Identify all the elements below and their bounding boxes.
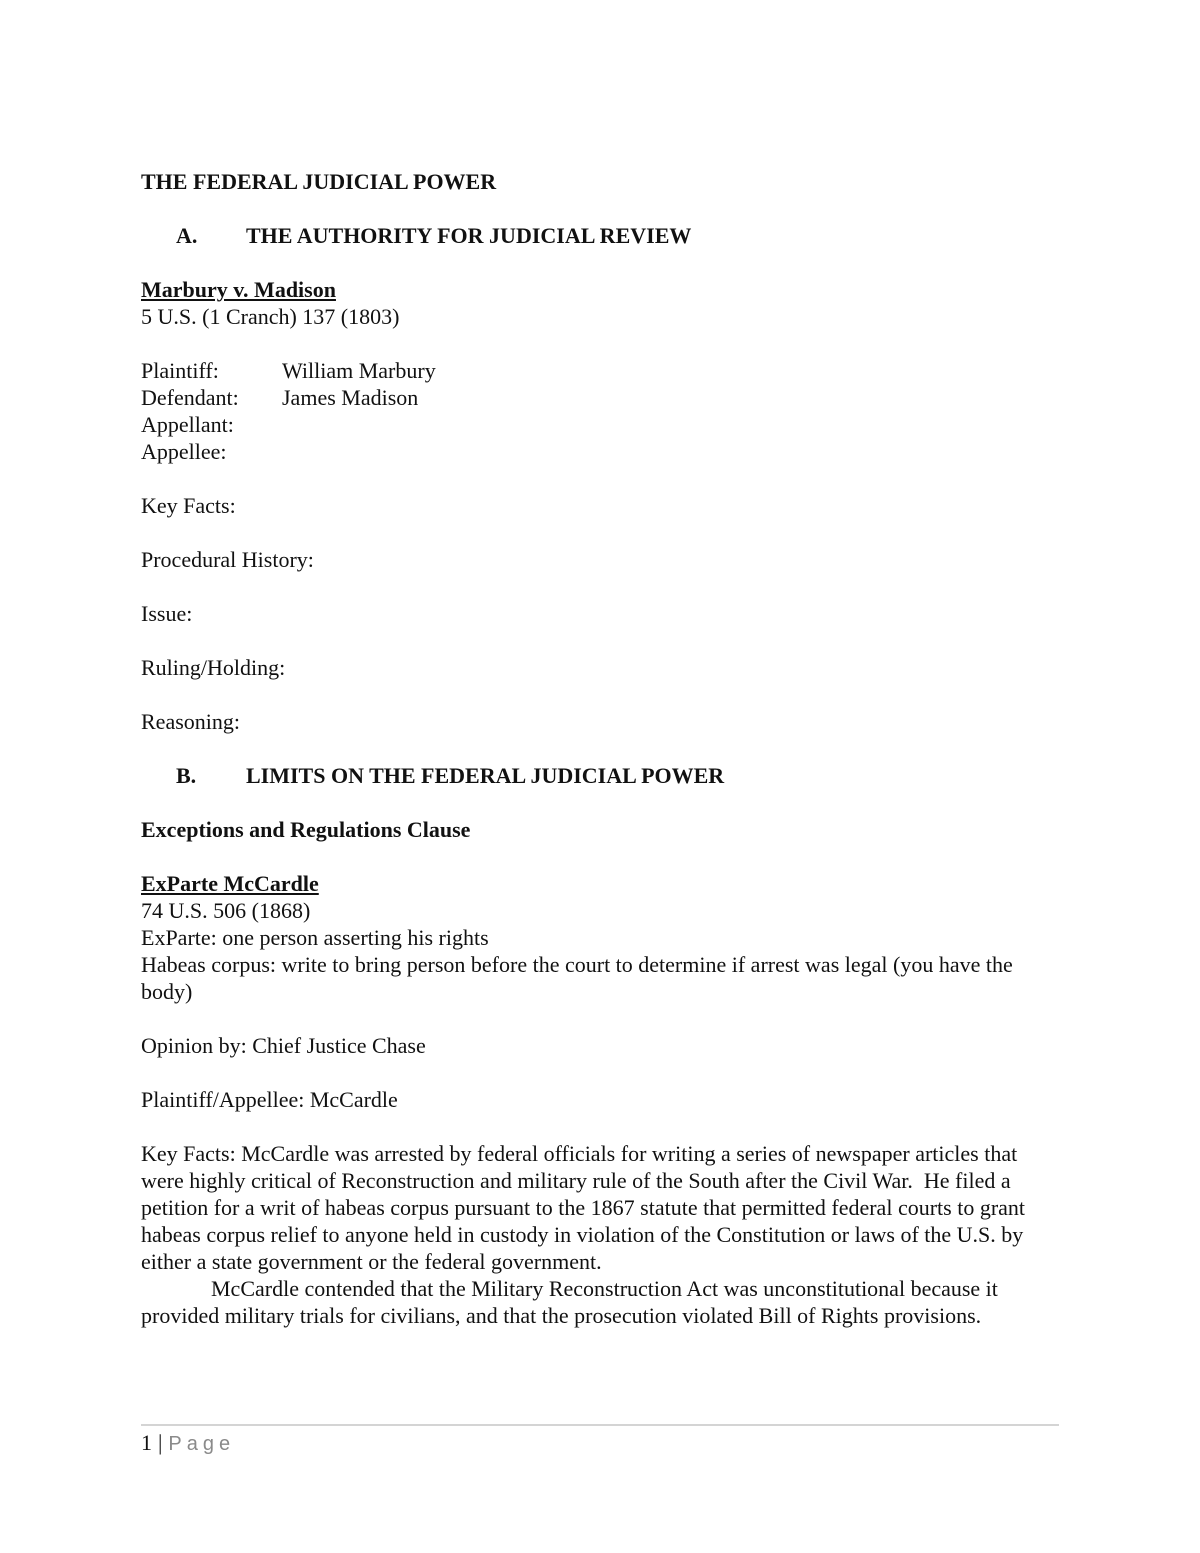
case-1-issue: Issue:: [141, 601, 193, 626]
spacer: [141, 1005, 1061, 1032]
party-label: Defendant:: [141, 385, 239, 410]
party-label: Plaintiff:: [141, 358, 219, 383]
spacer: [141, 249, 1061, 276]
case-1-name: Marbury v. Madison: [141, 277, 336, 302]
spacer: [141, 735, 1061, 762]
case-2-citation: 74 U.S. 506 (1868): [141, 898, 311, 923]
spacer: [141, 627, 1061, 654]
case-1-ruling: Ruling/Holding:: [141, 655, 286, 680]
party-label: Appellant:: [141, 412, 234, 437]
case-2-name: ExParte McCardle: [141, 871, 319, 896]
page-number: 1: [141, 1430, 152, 1455]
section-b-title: LIMITS ON THE FEDERAL JUDICIAL POWER: [246, 763, 725, 788]
party-label: Appellee:: [141, 439, 227, 464]
habeas-definition: Habeas corpus: write to bring person before the court to determine if arrest was legal (you have the body): [141, 952, 1019, 1004]
spacer: [141, 1059, 1061, 1086]
party-value: James Madison: [282, 385, 419, 410]
spacer: [141, 1113, 1061, 1140]
spacer: [141, 789, 1061, 816]
party-value: William Marbury: [282, 358, 436, 383]
case-2-key-facts-continued: McCardle contended that the Military Reconstruction Act was unconstitutional because it provided military trials for civilians, and that the prosecution violated Bill of Rights provisions.: [141, 1276, 1004, 1328]
section-a-letter: A.: [176, 223, 198, 248]
case-2-plaintiff: Plaintiff/Appellee: McCardle: [141, 1087, 398, 1112]
footer-divider: [141, 1424, 1059, 1426]
spacer: [141, 681, 1061, 708]
spacer: [141, 843, 1061, 870]
section-a-title: THE AUTHORITY FOR JUDICIAL REVIEW: [246, 223, 692, 248]
clause-subheading: Exceptions and Regulations Clause: [141, 817, 471, 842]
case-1-key-facts: Key Facts:: [141, 493, 236, 518]
document-page: [141, 168, 1061, 1329]
section-a-heading: [141, 222, 1061, 249]
page-separator: |: [158, 1430, 163, 1455]
case-2-opinion-by: Opinion by: Chief Justice Chase: [141, 1033, 426, 1058]
page-label: Page: [168, 1433, 236, 1455]
party-row-appellee: [141, 438, 1061, 465]
document-title: THE FEDERAL JUDICIAL POWER: [141, 169, 497, 194]
party-row-appellant: [141, 411, 1061, 438]
section-b-heading: [141, 762, 1061, 789]
case-1-procedural-history: Procedural History:: [141, 547, 314, 572]
spacer: [141, 519, 1061, 546]
case-1-reasoning: Reasoning:: [141, 709, 240, 734]
spacer: [141, 330, 1061, 357]
spacer: [141, 195, 1061, 222]
spacer: [141, 465, 1061, 492]
case-2-key-facts: Key Facts: McCardle was arrested by federal officials for writing a series of newspaper articles that were highly critical of Reconstruction and military rule of the South after the Civil War. He filed a petition for a writ of habeas corpus pursuant to the 1867 statute that permitted federal courts to grant habeas corpus relief to anyone held in custody in violation of the Constitution or laws of the U.S. by either a state government or the federal government.: [141, 1141, 1031, 1274]
party-row-defendant: [141, 384, 1061, 411]
spacer: [141, 573, 1061, 600]
party-row-plaintiff: [141, 357, 1061, 384]
page-footer: [141, 1429, 235, 1458]
exparte-definition: ExParte: one person asserting his rights: [141, 925, 489, 950]
section-b-letter: B.: [176, 763, 197, 788]
case-1-citation: 5 U.S. (1 Cranch) 137 (1803): [141, 304, 400, 329]
